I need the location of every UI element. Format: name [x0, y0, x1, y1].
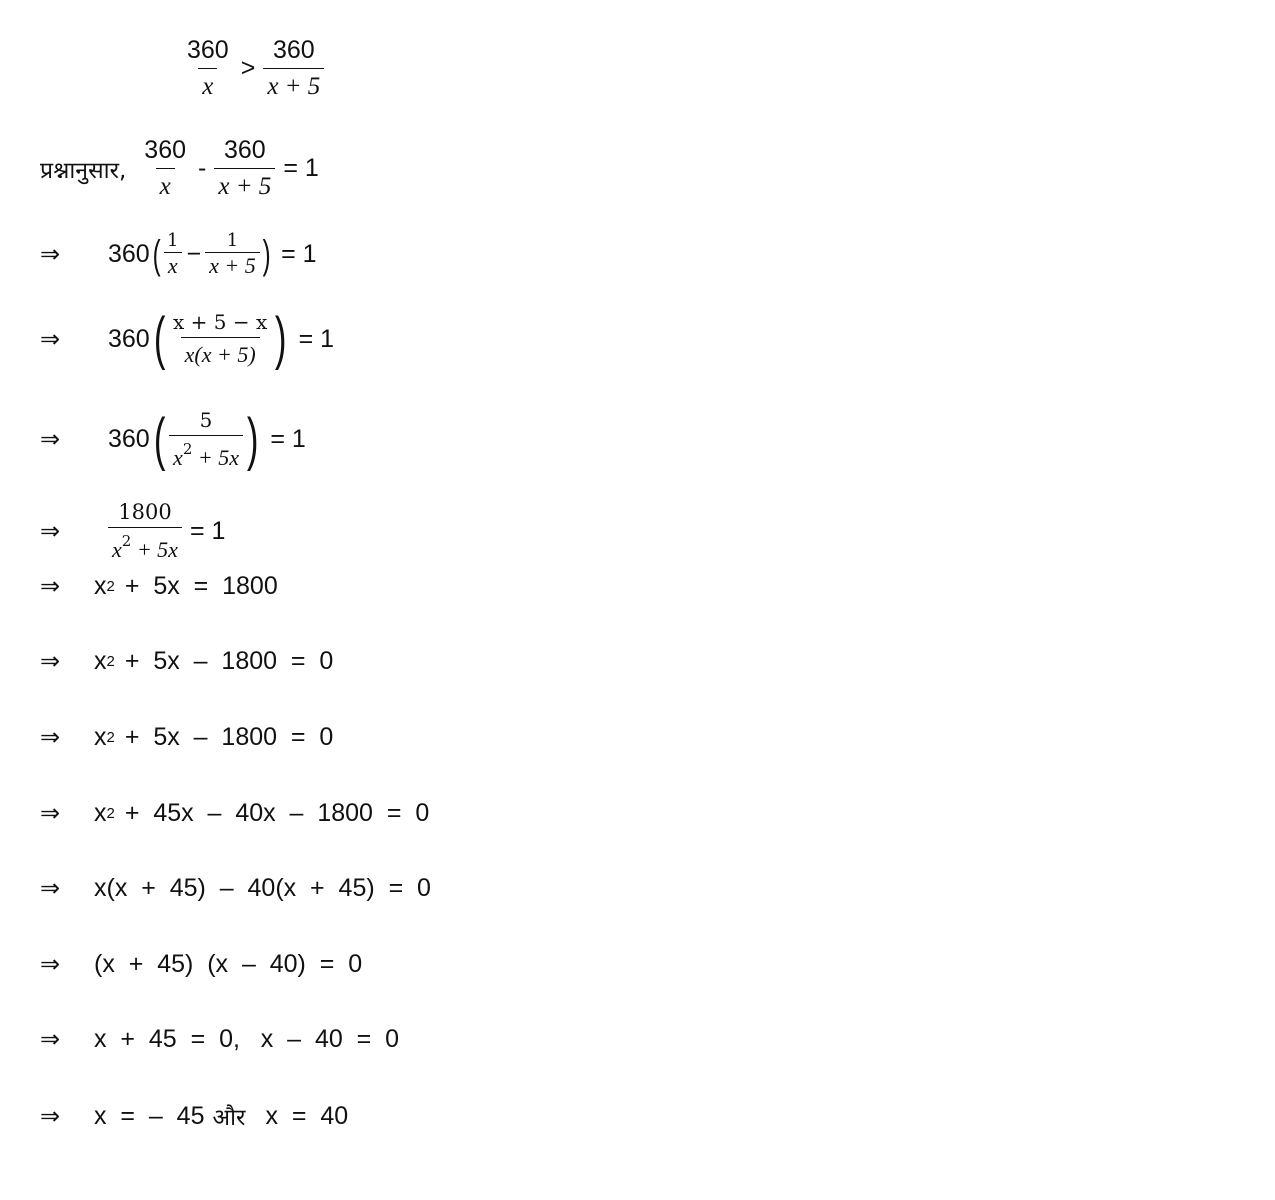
numerator: 360: [144, 136, 187, 164]
fraction: [169, 408, 243, 471]
fraction: [169, 310, 271, 368]
equation-text: x + 45 = 0, x – 40 = 0: [94, 1025, 400, 1053]
equation-text: (x + 45) (x – 40) = 0: [94, 950, 363, 978]
numerator: 1: [226, 230, 239, 251]
fraction: [108, 500, 182, 563]
implies-arrow: ⇒: [40, 875, 61, 902]
equation-line: [40, 950, 362, 979]
exponent: 2: [182, 440, 193, 458]
variable: x: [94, 572, 107, 600]
fraction: [263, 36, 324, 101]
implies-arrow: ⇒: [40, 648, 61, 675]
denominator: x(x + 5): [181, 337, 260, 368]
implies-arrow: ⇒: [40, 1102, 61, 1130]
operator: −: [186, 240, 202, 268]
equation-line: [40, 799, 429, 828]
fraction: [214, 136, 275, 201]
implies-arrow: ⇒: [40, 325, 61, 353]
equation-rest: + 45x – 40x – 1800 = 0: [124, 799, 430, 827]
equation-line: [40, 572, 278, 601]
exponent: 2: [121, 532, 132, 550]
equation-rest: + 5x – 1800 = 0: [124, 723, 334, 751]
denominator: x + 5: [263, 68, 324, 101]
fraction: [140, 136, 190, 201]
equation-text: x(x + 45) – 40(x + 45) = 0: [94, 874, 431, 902]
rhs: = 1: [270, 425, 306, 453]
label-hindi: प्रश्नानुसार,: [40, 157, 127, 184]
coefficient: 360: [108, 324, 150, 353]
equation-line: [40, 647, 333, 676]
variable: x: [173, 445, 183, 470]
left-paren: (: [153, 306, 166, 371]
numerator: 5: [199, 408, 213, 432]
denominator: x + 5: [205, 252, 260, 279]
equation-line: [40, 1025, 399, 1054]
equation-line: [40, 1100, 348, 1132]
coefficient: 360: [108, 240, 150, 268]
equation-line: [40, 723, 333, 752]
equation-line: [40, 500, 233, 563]
fraction: [163, 230, 182, 279]
equation-line: [40, 136, 327, 201]
numerator: 1800: [118, 500, 172, 524]
equation-text: x = 40: [265, 1101, 349, 1130]
inequality-line: [183, 36, 324, 101]
numerator: x + 5 − x: [173, 310, 268, 334]
denominator: [108, 527, 182, 563]
implies-arrow: ⇒: [40, 724, 61, 751]
denominator: x: [198, 68, 217, 101]
equation-line: [40, 408, 314, 471]
variable: x: [94, 723, 107, 751]
equation-line: [40, 874, 431, 903]
implies-arrow: ⇒: [40, 1026, 61, 1053]
variable: x: [94, 799, 107, 827]
right-paren: ): [246, 406, 259, 472]
equation-rest: + 5x – 1800 = 0: [124, 647, 334, 675]
operator: -: [198, 154, 207, 182]
coefficient: 360: [108, 425, 150, 453]
denominator-rest: + 5x: [131, 537, 178, 562]
denominator: x: [164, 252, 182, 279]
rhs: = 1: [298, 324, 335, 353]
conjunction-hindi: और: [212, 1105, 246, 1131]
denominator: x: [156, 168, 175, 201]
numerator: 1: [167, 230, 179, 251]
implies-arrow: ⇒: [40, 573, 61, 600]
implies-arrow: ⇒: [40, 951, 61, 978]
numerator: 360: [223, 136, 266, 164]
denominator: x + 5: [214, 168, 275, 201]
exponent: 2: [106, 653, 115, 670]
implies-arrow: ⇒: [40, 426, 61, 453]
left-paren: (: [153, 406, 166, 472]
implies-arrow: ⇒: [40, 800, 61, 827]
right-paren: ): [275, 306, 287, 371]
implies-arrow: ⇒: [40, 518, 61, 545]
rhs: = 1: [283, 154, 319, 182]
numerator: 360: [272, 36, 315, 64]
left-paren: (: [152, 232, 161, 277]
exponent: 2: [106, 578, 115, 595]
implies-arrow: ⇒: [40, 241, 61, 268]
variable: x: [112, 537, 122, 562]
exponent: 2: [106, 729, 115, 746]
denominator: [169, 435, 243, 471]
equation-line: [40, 306, 342, 371]
denominator-rest: + 5x: [192, 445, 239, 470]
rhs: = 1: [281, 240, 317, 268]
fraction: [205, 230, 260, 279]
numerator: 360: [187, 36, 229, 64]
equation-rest: + 5x = 1800: [124, 572, 278, 600]
right-paren: ): [262, 232, 271, 277]
fraction: [183, 36, 233, 101]
rhs: = 1: [189, 517, 226, 545]
equation-text: x = – 45: [94, 1101, 205, 1130]
variable: x: [94, 647, 107, 675]
exponent: 2: [106, 805, 115, 822]
equation-line: [40, 230, 325, 279]
operator: >: [240, 54, 256, 82]
